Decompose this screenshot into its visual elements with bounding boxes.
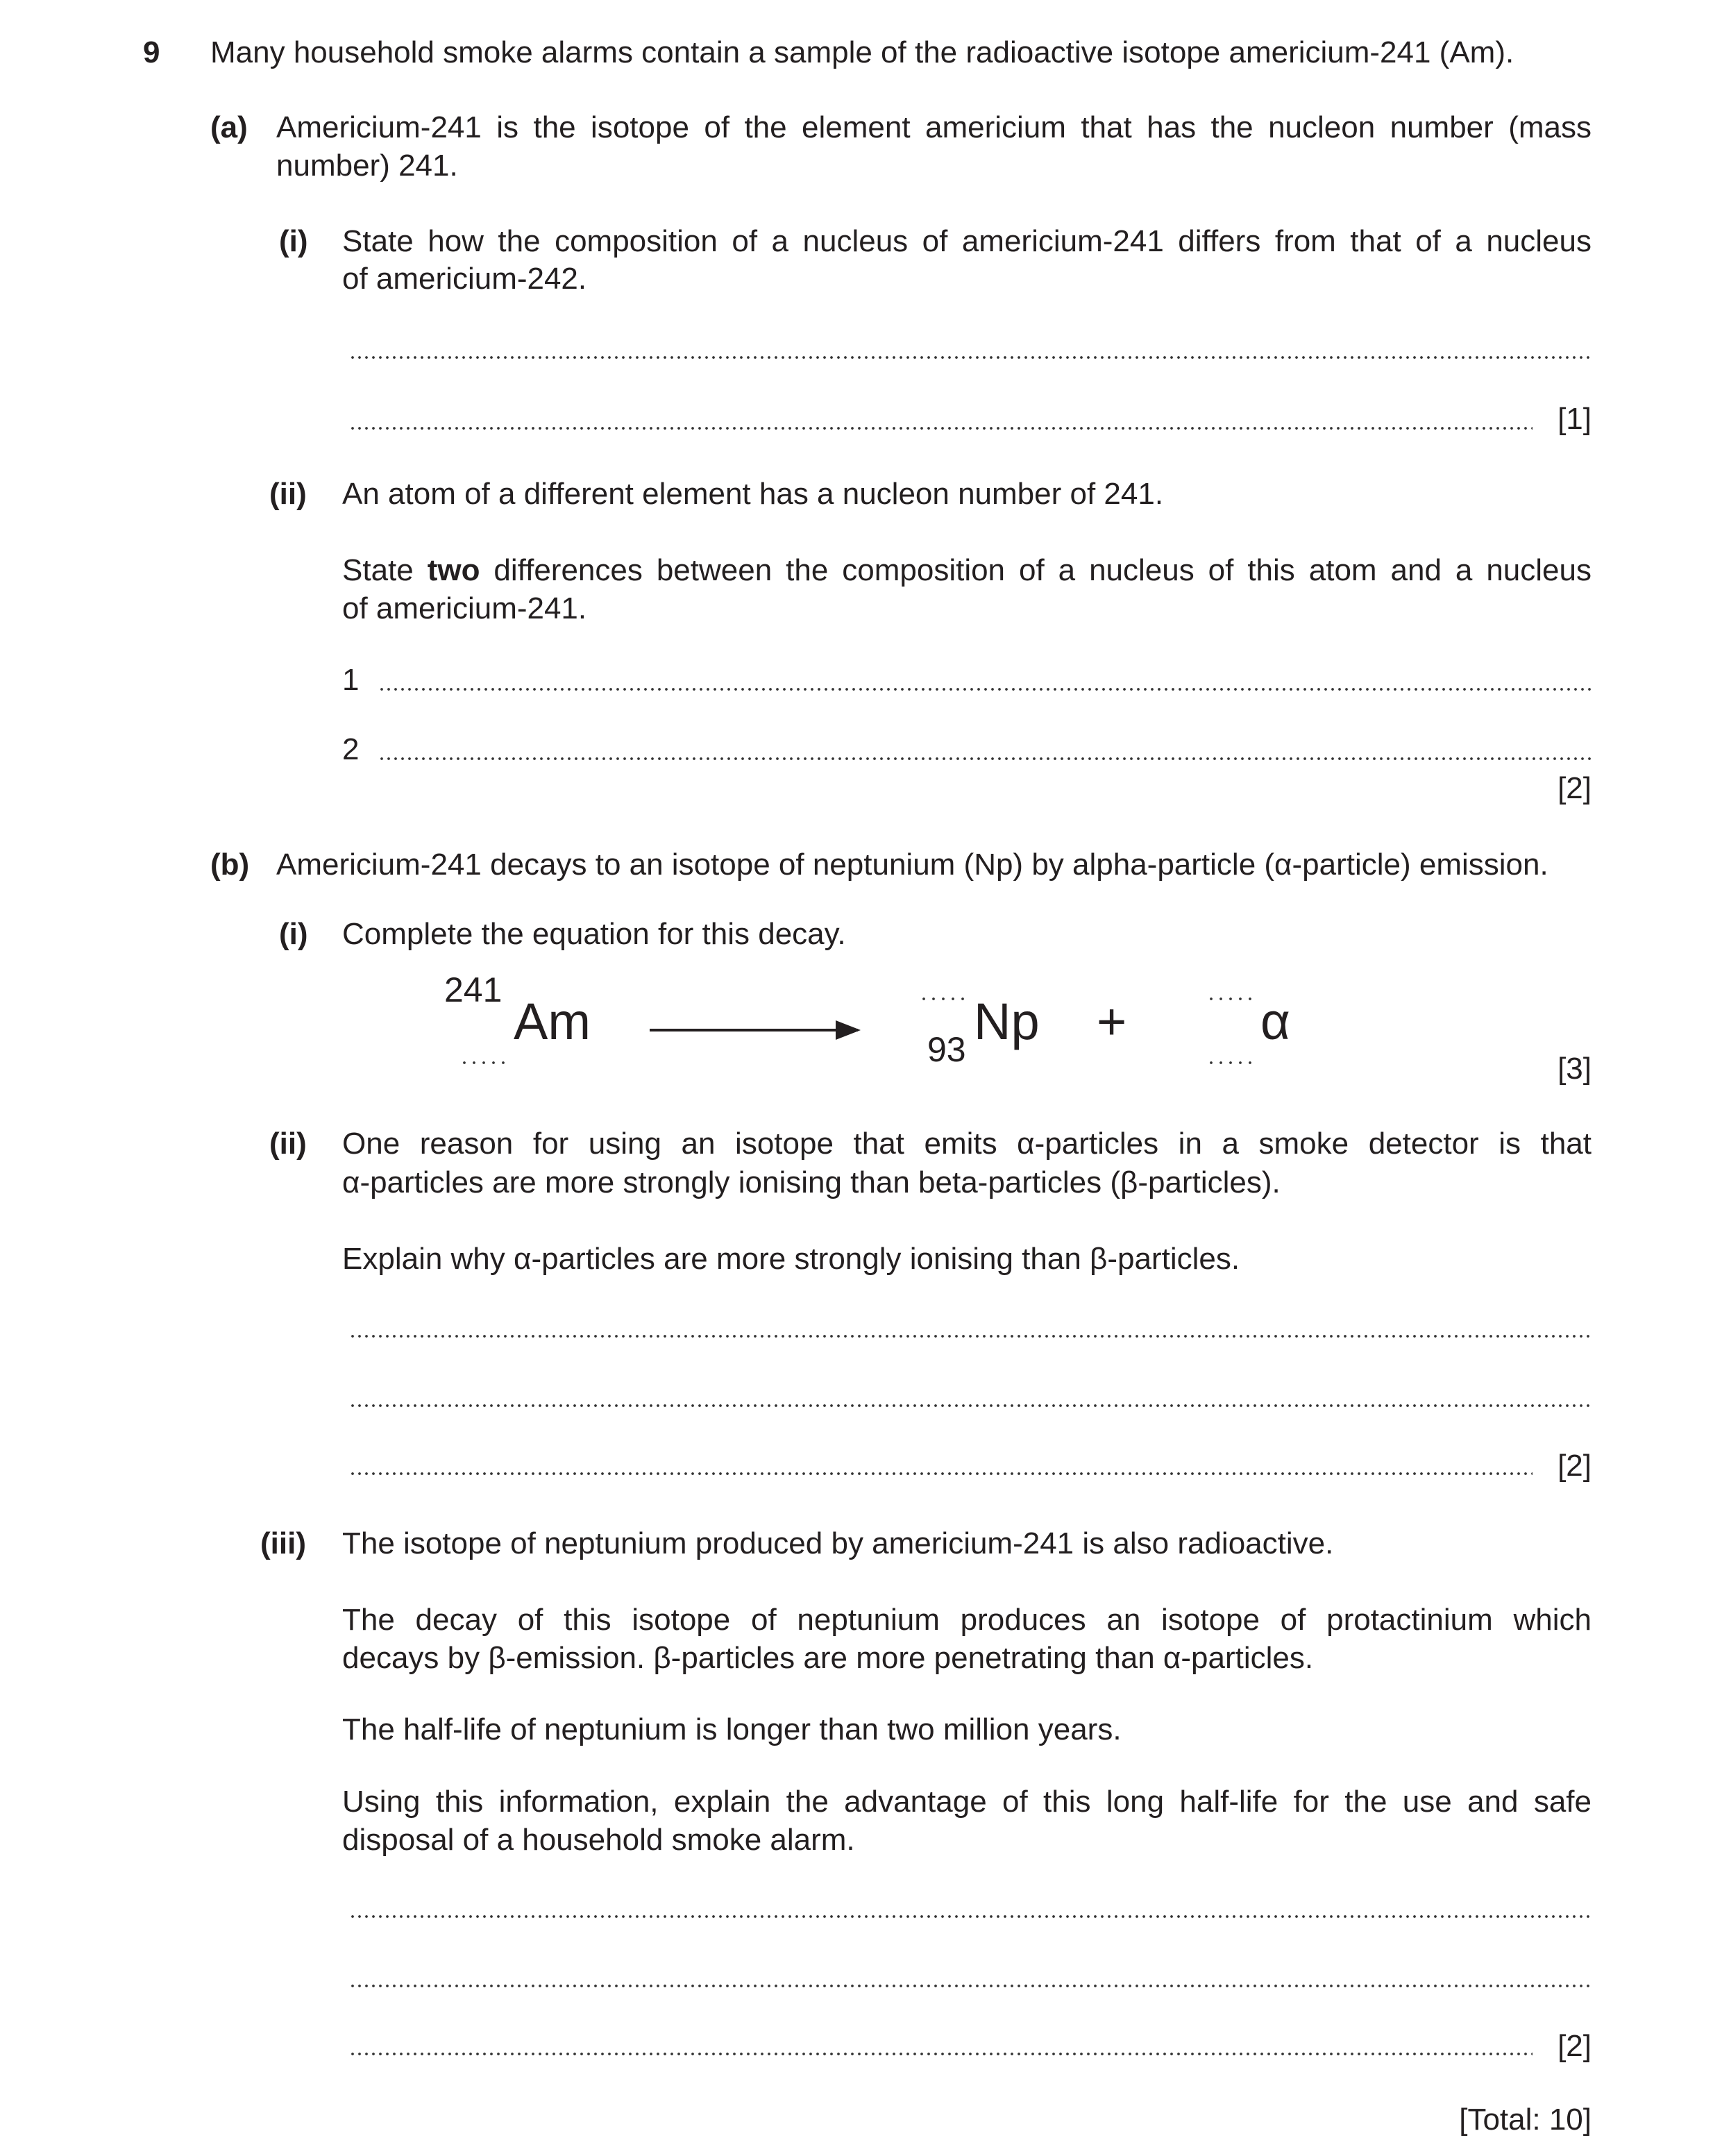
alpha-symbol: α [1260,993,1290,1050]
part-a-i-label: (i) [279,224,308,258]
question-intro: Many household smoke alarms contain a sample of the radioactive isotope americium-241 (Am). [210,35,1514,69]
part-b-iii-label: (iii) [260,1526,306,1560]
mark-b-iii: [2] [1558,2029,1592,2063]
part-a-i-line2: of americium-242. [342,262,587,296]
mark-a-ii: [2] [1558,771,1592,805]
answer-line-b-iii-3[interactable] [349,2050,1533,2057]
part-b-ii-label: (ii) [269,1127,307,1161]
part-a-i-line1: State how the composition of a nucleus of americium-241 differs from that of a nucleus [342,224,1592,258]
part-a-ii-line2: State two differences between the composition of a nucleus of this atom and a nucleus [342,553,1592,587]
part-b-i-label: (i) [279,917,308,951]
np-mass-number-blank[interactable] [919,995,970,1002]
part-b-label: (b) [210,848,250,882]
answer-line-b-iii-2[interactable] [349,1982,1592,1989]
answer-line-b-ii-1[interactable] [349,1333,1592,1340]
part-b-iii-line2: The decay of this isotope of neptunium produces an isotope of protactinium which [342,1603,1592,1637]
np-atomic-number: 93 [927,1030,966,1069]
part-b-iii-line6: disposal of a household smoke alarm. [342,1823,855,1857]
answer-number-2: 2 [342,732,360,766]
part-b-iii-line4: The half-life of neptunium is longer than two million years. [342,1712,1122,1746]
reaction-arrow [650,1029,858,1031]
part-a-label: (a) [210,110,248,144]
answer-line-a-i-2[interactable] [349,425,1533,432]
total-marks: [Total: 10] [1459,2103,1592,2137]
part-b-iii-line1: The isotope of neptunium produced by americium-241 is also radioactive. [342,1526,1334,1560]
am-mass-number: 241 [444,970,503,1009]
part-b-ii-line2: α-particles are more strongly ionising than beta-particles (β-particles). [342,1165,1281,1199]
answer-number-1: 1 [342,663,360,697]
answer-line-b-ii-2[interactable] [349,1402,1592,1409]
bold-two: two [427,553,480,587]
part-a-ii-line1: An atom of a different element has a nucleon number of 241. [342,477,1164,511]
np-symbol: Np [974,993,1040,1050]
mark-b-ii: [2] [1558,1449,1592,1483]
part-b-i-line1: Complete the equation for this decay. [342,917,846,951]
part-a-ii-line3: of americium-241. [342,591,587,625]
question-number: 9 [143,35,160,69]
part-a-text-line1: Americium-241 is the isotope of the element americium that has the nucleon number (mass [276,110,1592,144]
part-b-iii-line3: decays by β-emission. β-particles are more penetrating than α-particles. [342,1641,1314,1675]
alpha-mass-number-blank[interactable] [1206,995,1258,1002]
answer-line-b-iii-1[interactable] [349,1913,1592,1920]
alpha-atomic-number-blank[interactable] [1206,1059,1258,1066]
part-b-ii-line3: Explain why α-particles are more strongly ionising than β-particles. [342,1242,1240,1276]
plus-sign: + [1097,993,1127,1050]
part-b-iii-line5: Using this information, explain the advantage of this long half-life for the use and safe [342,1785,1592,1819]
am-symbol: Am [514,993,591,1050]
part-a-text-line2: number) 241. [276,149,458,183]
am-atomic-number-blank[interactable] [459,1059,511,1066]
part-a-ii-label: (ii) [269,477,307,511]
answer-line-a-ii-1[interactable] [378,686,1592,693]
mark-a-i: [1] [1558,402,1592,436]
part-b-text: Americium-241 decays to an isotope of neptunium (Np) by alpha-particle (α-particle) emission. [276,848,1548,882]
mark-b-i: [3] [1558,1052,1592,1086]
answer-line-a-i-1[interactable] [349,354,1592,361]
answer-line-b-ii-3[interactable] [349,1470,1533,1477]
part-b-ii-line1: One reason for using an isotope that emits α-particles in a smoke detector is that [342,1127,1592,1161]
answer-line-a-ii-2[interactable] [378,755,1592,762]
